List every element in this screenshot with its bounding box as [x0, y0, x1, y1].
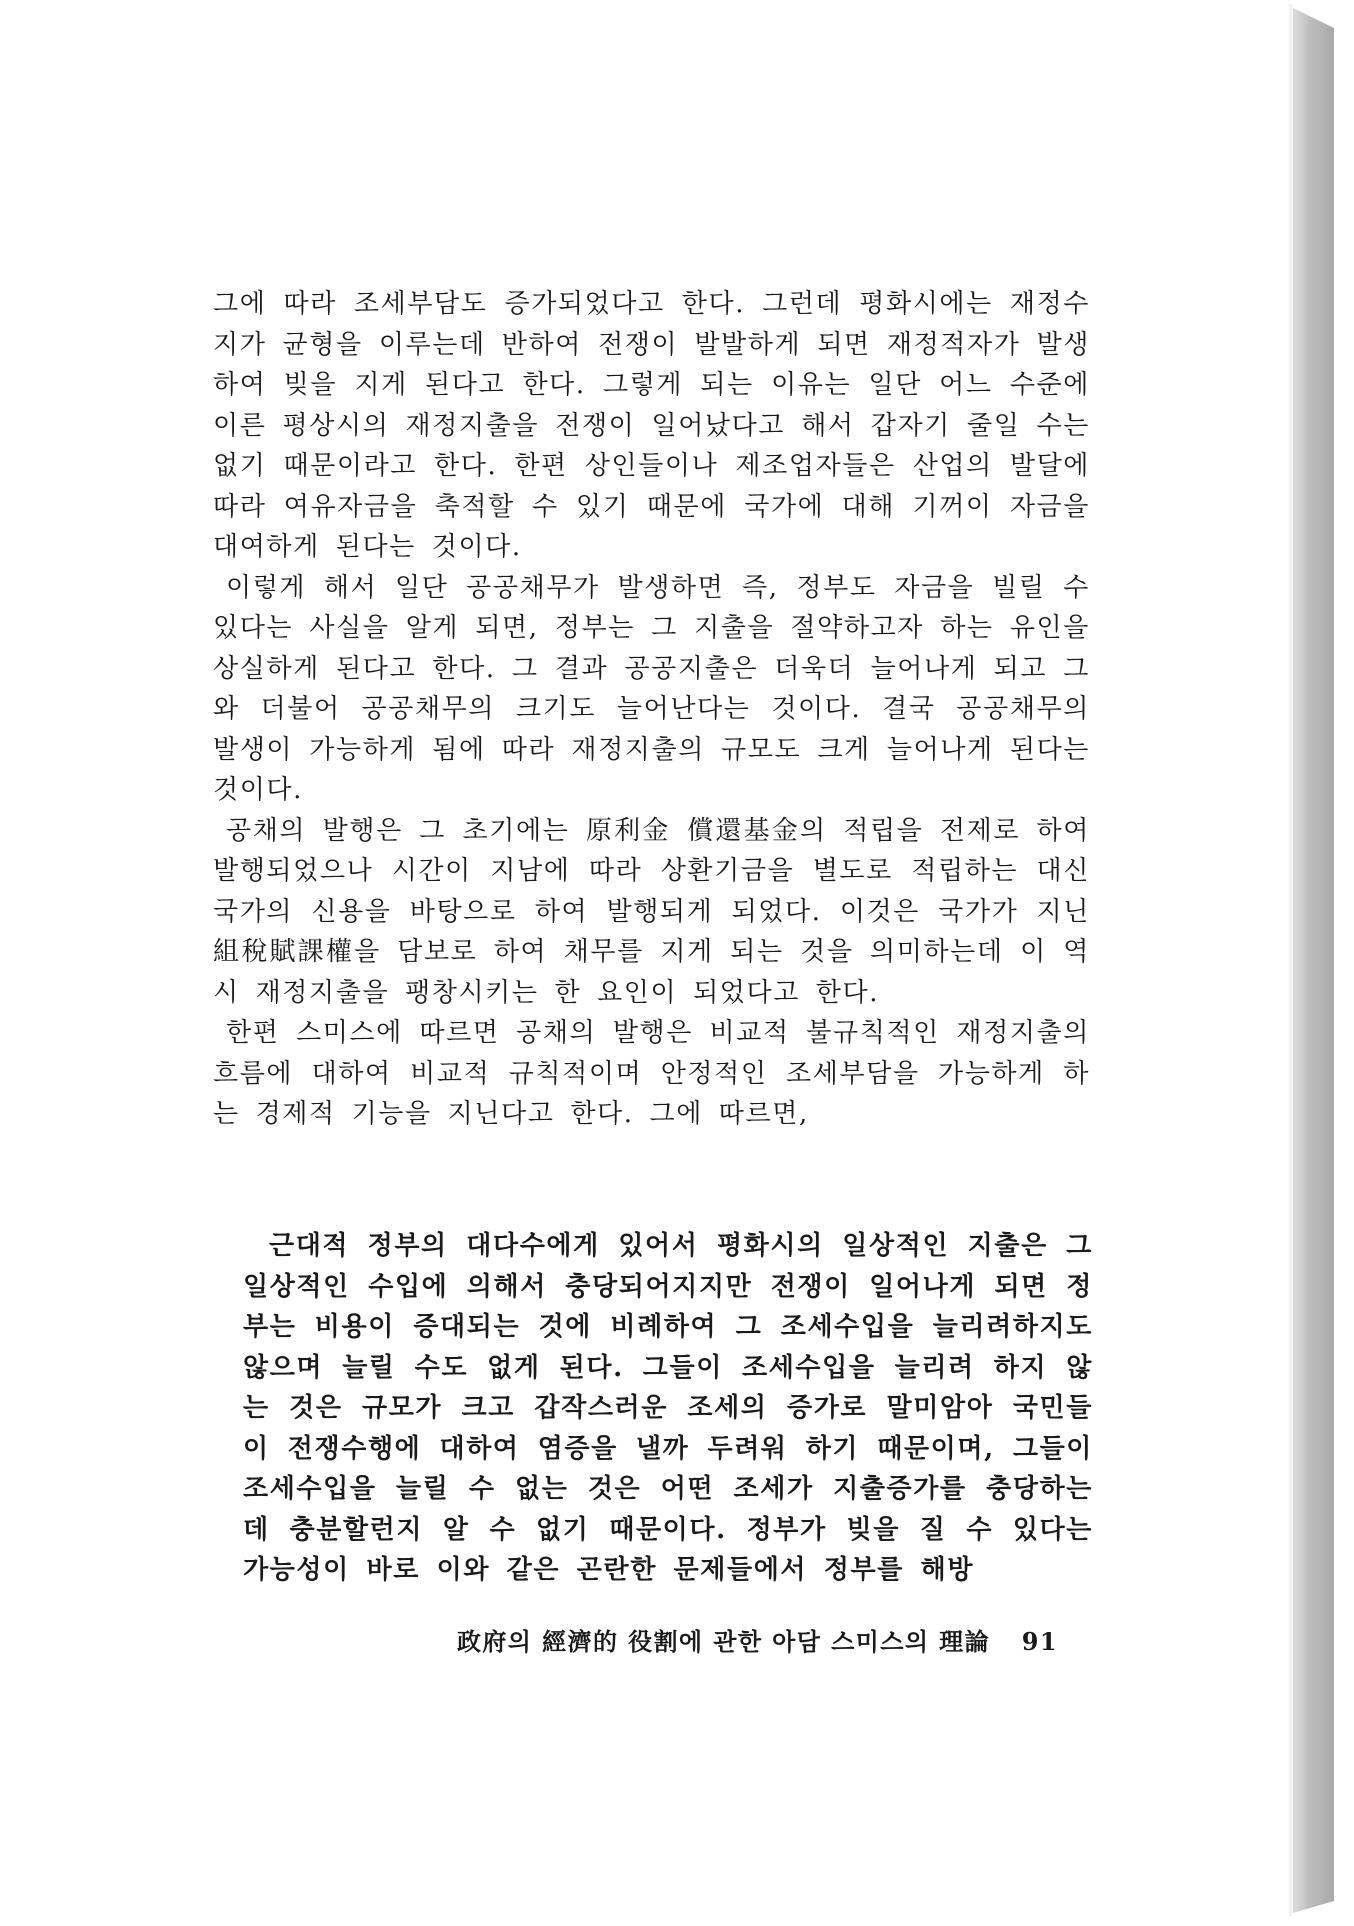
- body-text: [213, 284, 1090, 1135]
- quote-text: 근대적 정부의 대다수에게 있어서 평화시의 일상적인 지출은 그 일상적인 수입에 의해서 충당되어지지만 전쟁이 일어나게 되면 정부는 비용이 증대되는 것에 비례하여 그 조세수입을 늘리려하지도 않으며 늘릴 수도 없게 된다. 그들이 조세수입을 늘리려 하지 않는 것은 규모가 크고 갑작스러운 조세의 증가로 말미암아 국민들이 전쟁수행에 대하여 염증을 낼까 두려워 하기 때문이며, 그들이 조세수입을 늘릴 수 없는 것은 어떤 조세가 지출증가를 충당하는데 충분할런지 알 수 없기 때문이다. 정부가 빚을 질 수 있다는 가능성이 바로 이와 같은 곤란한 문제들에서 정부를 해방: [243, 1231, 1093, 1585]
- block-quote: [243, 1226, 1093, 1591]
- paragraph-4: 한편 스미스에 따르면 공채의 발행은 비교적 불규칙적인 재정지출의 흐름에 대하여 비교적 규칙적이며 안정적인 조세부담을 가능하게 하는 경제적 기능을 지닌다고 한다. 그에 따르면,: [213, 1018, 1090, 1129]
- running-title: 政府의 經濟的 役割에 관한 아담 스미스의 理論: [457, 1627, 990, 1656]
- paragraph-3: 공채의 발행은 그 초기에는 原利金 償還基金의 적립을 전제로 하여 발행되었으나 시간이 지남에 따라 상환기금을 별도로 적립하는 대신 국가의 신용을 바탕으로 하여 발행되게 되었다. 이것은 국가가 지닌 組稅賦課權을 담보로 하여 채무를 지게 되는 것을 의미하는데 이 역시 재정지출을 팽창시키는 한 요인이 되었다고 한다.: [213, 815, 1090, 1008]
- paragraph-1: 그에 따라 조세부담도 증가되었다고 한다. 그런데 평화시에는 재정수지가 균형을 이루는데 반하여 전쟁이 발발하게 되면 재정적자가 발생하여 빚을 지게 된다고 한다. 그렇게 되는 이유는 일단 어느 수준에 이른 평상시의 재정지출을 전쟁이 일어났다고 해서 갑자기 줄일 수는 없기 때문이라고 한다. 한편 상인들이나 제조업자들은 산업의 발달에 따라 여유자금을 축적할 수 있기 때문에 국가에 대해 기꺼이 자금을 대여하게 된다는 것이다.: [213, 289, 1090, 562]
- paragraph-2: 이렇게 해서 일단 공공채무가 발생하면 즉, 정부도 자금을 빌릴 수 있다는 사실을 알게 되면, 정부는 그 지출을 절약하고자 하는 유인을 상실하게 된다고 한다. 그 결과 공공지출은 더욱더 늘어나게 되고 그와 더불어 공공채무의 크기도 늘어난다는 것이다. 결국 공공채무의 발생이 가능하게 됨에 따라 재정지출의 규모도 크게 늘어나게 된다는 것이다.: [213, 572, 1090, 805]
- running-footer: [457, 1622, 1077, 1657]
- page-edge-shadow: [1293, 8, 1334, 1913]
- page-number: 91: [1021, 1627, 1058, 1656]
- page-edge-highlight: [1288, 4, 1292, 1916]
